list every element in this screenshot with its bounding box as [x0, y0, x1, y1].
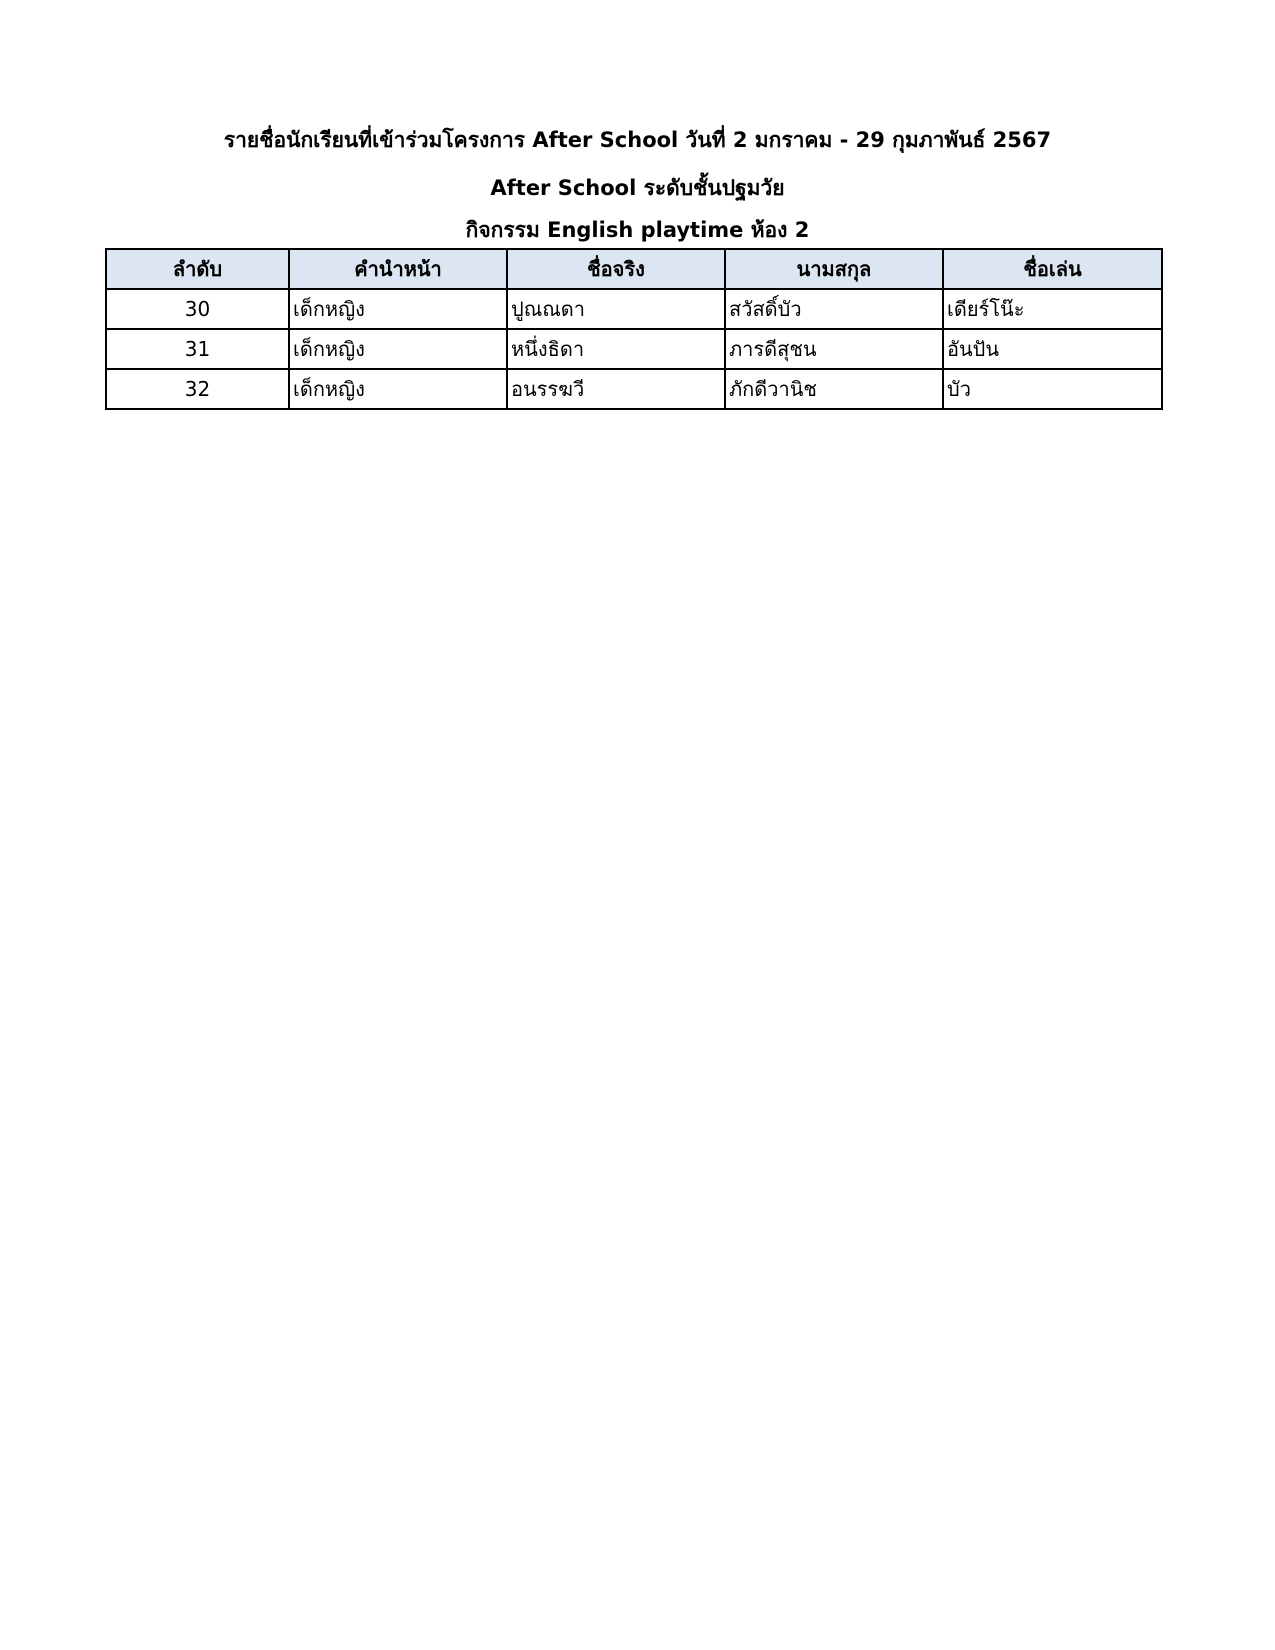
cell-number: 31 [106, 329, 289, 369]
cell-last-name: สวัสดิ์บัว [725, 289, 943, 329]
cell-nickname: เดียร์โน๊ะ [943, 289, 1162, 329]
header-first-name: ชื่อจริง [507, 249, 725, 289]
table-row [106, 369, 1162, 409]
header-last-name: นามสกุล [725, 249, 943, 289]
cell-first-name: ปูณณดา [507, 289, 725, 329]
header-prefix: คำนำหน้า [289, 249, 507, 289]
cell-prefix: เด็กหญิง [289, 369, 507, 409]
cell-last-name: ภารดีสุชน [725, 329, 943, 369]
cell-nickname: บัว [943, 369, 1162, 409]
activity-title: กิจกรรม English playtime ห้อง 2 [465, 218, 810, 242]
table-row [106, 329, 1162, 369]
cell-first-name: หนึ่งธิดา [507, 329, 725, 369]
document-title: รายชื่อนักเรียนที่เข้าร่วมโครงการ After School วันที่ 2 มกราคม - 29 กุมภาพันธ์ 2567 [223, 128, 1052, 152]
cell-number: 32 [106, 369, 289, 409]
document-subtitle: After School ระดับชั้นปฐมวัย [490, 176, 785, 200]
cell-last-name: ภักดีวานิช [725, 369, 943, 409]
header-number: ลำดับ [106, 249, 289, 289]
cell-prefix: เด็กหญิง [289, 289, 507, 329]
table-header-row [106, 249, 1162, 289]
cell-nickname: อันปัน [943, 329, 1162, 369]
cell-number: 30 [106, 289, 289, 329]
table-row [106, 289, 1162, 329]
student-roster-table [105, 248, 1163, 410]
cell-prefix: เด็กหญิง [289, 329, 507, 369]
cell-first-name: อนรรฆวี [507, 369, 725, 409]
header-nickname: ชื่อเล่น [943, 249, 1162, 289]
